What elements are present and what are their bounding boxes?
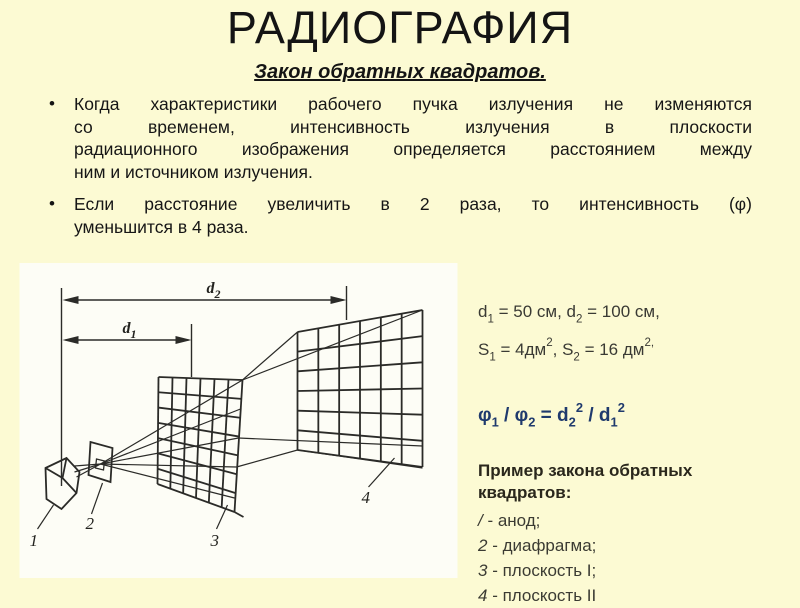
- d2-label: $d_2$: [206, 280, 221, 301]
- side-panel: [478, 300, 770, 608]
- distance-values: $d_1 = 50$ см, $d_2 = 100$ см,: [478, 302, 660, 326]
- bullet-item-2: [30, 193, 752, 238]
- bullet-2-line-1: Если расстояние увеличить в 2 раза, то интенсивность (φ): [74, 194, 752, 214]
- bullet-list: [30, 93, 752, 248]
- part-label-4: 4: [361, 488, 370, 507]
- bullet-2-text: [74, 193, 752, 238]
- part-label-3: 3: [210, 531, 219, 550]
- bullet-item-1: [30, 93, 752, 183]
- legend-item-anode: / - анод;: [478, 511, 541, 531]
- legend-item-plane2: 4 - плоскость II: [478, 586, 597, 606]
- bullet-1-text: [74, 93, 752, 183]
- bullet-marker: •: [49, 94, 55, 113]
- bullet-1-line-1: Когда характеристики рабочего пучка излучения не изменяются: [74, 94, 752, 114]
- bullet-1-line-3: радиационного изображения определяется расстоянием между: [74, 139, 752, 159]
- bullet-1-line-4: ним и источником излучения.: [74, 161, 313, 182]
- bullet-1-line-2: со временем, интенсивность излучения в плоскости: [74, 116, 752, 137]
- area-values: $S_1 = 4дм^2$, $S_2 = 16$ $дм^{2,}$: [478, 337, 655, 364]
- bullet-2-line-2: уменьшится в 4 раза.: [74, 216, 249, 237]
- part-label-2: 2: [85, 514, 94, 533]
- part-label-1: 1: [29, 531, 38, 550]
- d1-label: $d_1$: [122, 320, 137, 341]
- legend-item-plane1: 3 - плоскость I;: [478, 561, 597, 581]
- legend-item-diaphragm: 2 - диафрагма;: [478, 536, 597, 556]
- legend-list: [478, 508, 770, 608]
- example-caption: Пример закона обратных квадратов:: [478, 461, 693, 503]
- inverse-square-diagram: [15, 262, 462, 579]
- page-title: РАДИОГРАФИЯ: [226, 2, 574, 53]
- inverse-square-formula: $\varphi_1 / \varphi_2 = d_2^2 / d_1^2$: [478, 399, 625, 430]
- bullet-marker: •: [49, 194, 55, 213]
- slide-subtitle: Закон обратных квадратов.: [254, 61, 546, 83]
